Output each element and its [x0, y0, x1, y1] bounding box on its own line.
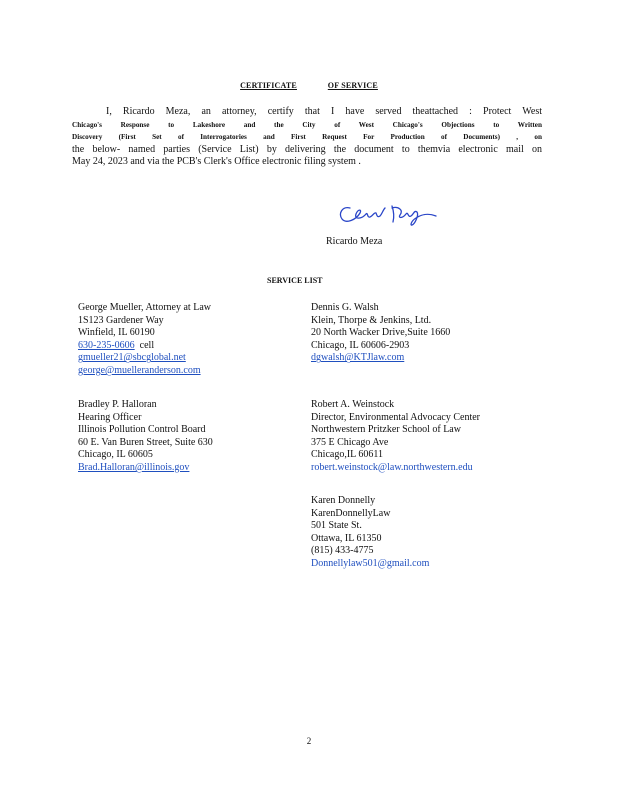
- entry-line: Klein, Thorpe & Jenkins, Ltd.: [311, 314, 432, 326]
- body-line-3: Discovery (First Set of Interrogatories and First Request For Production of Documents) , on: [72, 133, 542, 142]
- entry-line: Northwestern Pritzker School of Law: [311, 424, 461, 436]
- body-line-2: Chicago's Response to Lakeshore and the City of West Chicago's Objections to Written: [72, 120, 542, 129]
- entry-line: George Mueller, Attorney at Law: [78, 302, 211, 313]
- title-part-2: OF SERVICE: [327, 81, 378, 90]
- certification-paragraph: [72, 106, 542, 169]
- service-entry-halloran: [78, 399, 213, 475]
- entry-line: (815) 433-4775: [311, 545, 374, 557]
- email-link[interactable]: robert.weinstock@law.northwestern.edu: [311, 461, 473, 473]
- entry-line: Chicago, IL 60605: [78, 449, 153, 461]
- entry-line: Ottawa, IL 61350: [311, 532, 382, 544]
- entry-line: KarenDonnellyLaw: [311, 507, 391, 519]
- entry-line: Bradley P. Halloran: [78, 399, 157, 410]
- entry-line: Dennis G. Walsh: [311, 302, 379, 313]
- certificate-title: [0, 81, 618, 90]
- phone-link[interactable]: 630-235-0606: [78, 339, 135, 351]
- email-link[interactable]: gmueller21@sbcglobal.net: [78, 352, 186, 364]
- handwritten-signature: [336, 200, 440, 228]
- body-line-1: I, Ricardo Meza, an attorney, certify that I have served theattached : Protect West: [106, 106, 542, 117]
- entry-line: Winfield, IL 60190: [78, 327, 155, 339]
- entry-line: Illinois Pollution Control Board: [78, 424, 206, 436]
- entry-line: Hearing Officer: [78, 411, 142, 423]
- page-number: 2: [306, 736, 312, 746]
- entry-line: 60 E. Van Buren Street, Suite 630: [78, 436, 213, 448]
- entry-line: Robert A. Weinstock: [311, 399, 395, 410]
- entry-line: 375 E Chicago Ave: [311, 436, 389, 448]
- entry-line: Director, Environmental Advocacy Center: [311, 411, 480, 423]
- service-entry-walsh: [311, 302, 450, 365]
- signer-name: Ricardo Meza: [326, 236, 383, 247]
- email-link[interactable]: Brad.Halloran@illinois.gov: [78, 461, 190, 473]
- entry-line: 1S123 Gardener Way: [78, 314, 164, 326]
- title-part-1: CERTIFICATE: [240, 81, 297, 90]
- body-line-4: the below- named parties (Service List) by delivering the document to themvia electronic mail on: [72, 143, 542, 155]
- entry-line: 20 North Wacker Drive,Suite 1660: [311, 327, 451, 339]
- service-entry-mueller: [78, 302, 211, 378]
- email-link[interactable]: Donnellylaw501@gmail.com: [311, 557, 430, 569]
- entry-line: Chicago, IL 60606-2903: [311, 339, 410, 351]
- entry-line: Chicago,IL 60611: [311, 449, 384, 461]
- body-line-5: May 24, 2023 and via the PCB's Clerk's Office electronic filing system .: [72, 156, 361, 168]
- entry-line: Karen Donnelly: [311, 495, 376, 506]
- service-entry-donnelly: [311, 495, 429, 571]
- entry-line: [78, 340, 211, 353]
- entry-line: 501 State St.: [311, 520, 362, 532]
- email-link[interactable]: george@muelleranderson.com: [78, 364, 201, 376]
- email-link[interactable]: dgwalsh@KTJlaw.com: [311, 352, 405, 364]
- service-list-title: SERVICE LIST: [267, 276, 323, 285]
- service-entry-weinstock: [311, 399, 480, 475]
- phone-suffix: cell: [139, 339, 155, 351]
